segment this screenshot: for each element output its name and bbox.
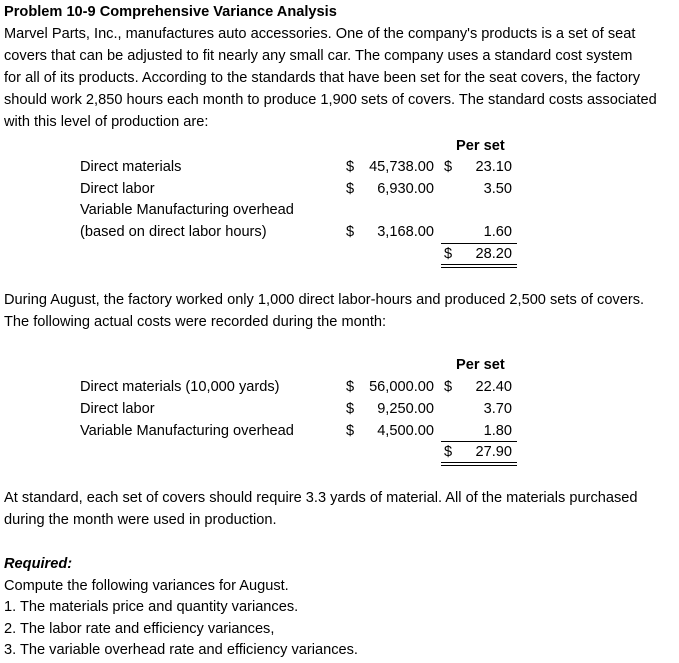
row-label: Direct materials (10,000 yards) [80,379,280,395]
per-set-value: 3.50 [483,181,512,197]
dollar-sign: $ [346,401,355,417]
intro-line: with this level of production are: [4,114,209,130]
total-per-set: 27.90 [475,444,512,460]
intro-line: for all of its products. According to the standards that have been set for the seat covers, the factory [4,70,640,86]
amount-value: 4,500.00 [377,423,434,439]
per-set-value: 3.70 [483,401,512,417]
amount-value: 56,000.00 [369,379,434,395]
row-label: Direct labor [80,181,155,197]
required-intro: Compute the following variances for August. [4,578,289,594]
amount-value: 9,250.00 [377,401,434,417]
total-double-rule [441,462,517,466]
row-label: Variable Manufacturing overhead [80,423,294,439]
dollar-sign: $ [444,444,453,460]
row-label: Direct labor [80,401,155,417]
intro-line: should work 2,850 hours each month to produce 1,900 sets of covers. The standard costs associated [4,92,657,108]
per-set-header: Per set [456,357,505,373]
per-set-value: 23.10 [475,159,512,175]
august-line: During August, the factory worked only 1,000 direct labor-hours and produced 2,500 sets of covers. [4,292,645,308]
dollar-sign: $ [444,379,453,395]
amount-value: 3,168.00 [377,224,434,240]
august-line: The following actual costs were recorded during the month: [4,314,387,330]
intro-line: covers that can be adjusted to fit nearly any small car. The company uses a standard cost system [4,48,633,64]
row-label: Direct materials [80,159,182,175]
dollar-sign: $ [444,159,453,175]
total-per-set: 28.20 [475,246,512,262]
required-item: 3. The variable overhead rate and efficiency variances. [4,642,358,658]
standard-note-line: At standard, each set of covers should require 3.3 yards of material. All of the materials purchased [4,490,638,506]
required-item: 2. The labor rate and efficiency variances, [4,621,275,637]
row-label: (based on direct labor hours) [80,224,267,240]
per-set-header: Per set [456,138,505,154]
intro-line: Marvel Parts, Inc., manufactures auto accessories. One of the company's products is a set of seat [4,26,636,42]
required-item: 1. The materials price and quantity variances. [4,599,299,615]
per-set-value: 1.80 [483,423,512,439]
amount-value: 6,930.00 [377,181,434,197]
dollar-sign: $ [346,181,355,197]
per-set-value: 22.40 [475,379,512,395]
required-heading: Required: [4,556,73,572]
dollar-sign: $ [444,246,453,262]
dollar-sign: $ [346,379,355,395]
per-set-value: 1.60 [483,224,512,240]
total-double-rule [441,264,517,268]
problem-title: Problem 10-9 Comprehensive Variance Analysis [4,4,337,20]
dollar-sign: $ [346,159,355,175]
row-label: Variable Manufacturing overhead [80,202,294,218]
amount-value: 45,738.00 [369,159,434,175]
standard-note-line: during the month were used in production. [4,512,277,528]
dollar-sign: $ [346,423,355,439]
dollar-sign: $ [346,224,355,240]
